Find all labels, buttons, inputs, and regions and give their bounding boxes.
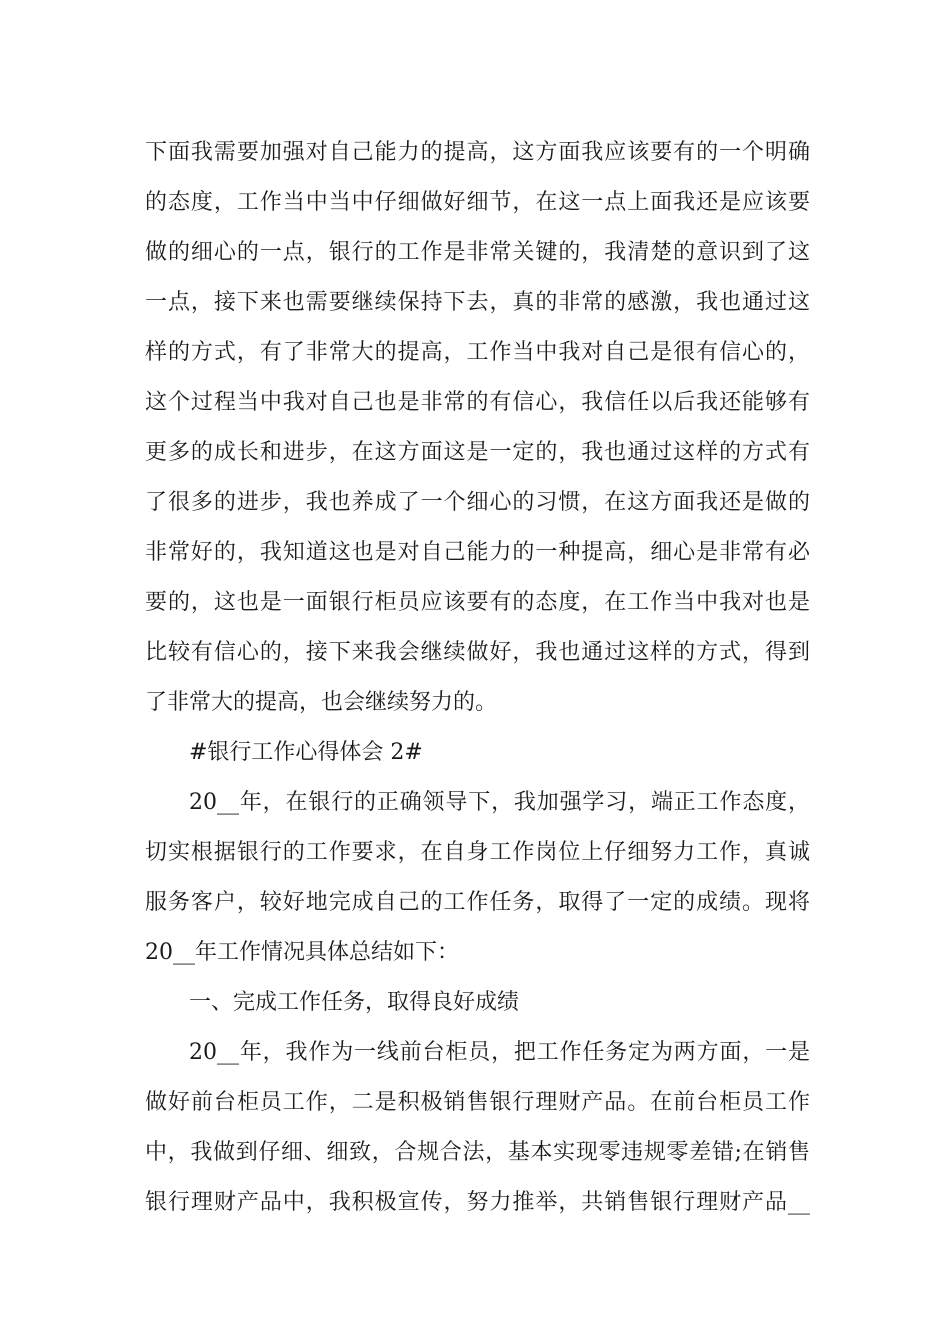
text-line: 20__年，我作为一线前台柜员，把工作任务定为两方面，一是 — [189, 1040, 810, 1065]
text-line: 样的方式，有了非常大的提高，工作当中我对自己是很有信心的， — [145, 340, 810, 365]
text-line: 切实根据银行的工作要求，在自身工作岗位上仔细努力工作，真诚 — [145, 840, 810, 865]
text-line: 的态度，工作当中当中仔细做好细节，在这一点上面我还是应该要 — [145, 190, 810, 215]
text-line: 一点，接下来也需要继续保持下去，真的非常的感激，我也通过这 — [145, 290, 810, 315]
text-line: 做好前台柜员工作，二是积极销售银行理财产品。在前台柜员工作 — [145, 1090, 810, 1115]
text-line: 这个过程当中我对自己也是非常的有信心，我信任以后我还能够有 — [145, 390, 810, 415]
section-heading: #银行工作心得体会 2# — [189, 740, 423, 765]
text-line: 非常好的，我知道这也是对自己能力的一种提高，细心是非常有必 — [145, 540, 810, 565]
text-line: 服务客户，较好地完成自己的工作任务，取得了一定的成绩。现将 — [145, 890, 810, 915]
text-line: 比较有信心的，接下来我会继续做好，我也通过这样的方式，得到 — [145, 640, 810, 665]
text-line: 银行理财产品中，我积极宣传，努力推举，共销售银行理财产品__ — [145, 1190, 810, 1215]
text-line: 更多的成长和进步，在这方面这是一定的，我也通过这样的方式有 — [145, 440, 810, 465]
document-body — [145, 128, 810, 1228]
text-line: 下面我需要加强对自己能力的提高，这方面我应该要有的一个明确 — [145, 140, 810, 165]
text-line: 20__年，在银行的正确领导下，我加强学习，端正工作态度， — [189, 790, 810, 815]
text-line: 做的细心的一点，银行的工作是非常关键的，我清楚的意识到了这 — [145, 240, 810, 265]
paragraph-3 — [145, 1028, 810, 1228]
text-line: 了非常大的提高，也会继续努力的。 — [145, 690, 498, 715]
text-line: 了很多的进步，我也养成了一个细心的习惯，在这方面我还是做的 — [145, 490, 810, 515]
text-line: 中，我做到仔细、细致，合规合法，基本实现零违规零差错;在销售 — [145, 1140, 810, 1165]
text-line: 20__年工作情况具体总结如下： — [145, 940, 459, 965]
text-line: 要的，这也是一面银行柜员应该要有的态度，在工作当中我对也是 — [145, 590, 810, 615]
subheading: 一、完成工作任务，取得良好成绩 — [189, 990, 520, 1015]
paragraph-2 — [145, 778, 810, 978]
paragraph-1 — [145, 128, 810, 728]
